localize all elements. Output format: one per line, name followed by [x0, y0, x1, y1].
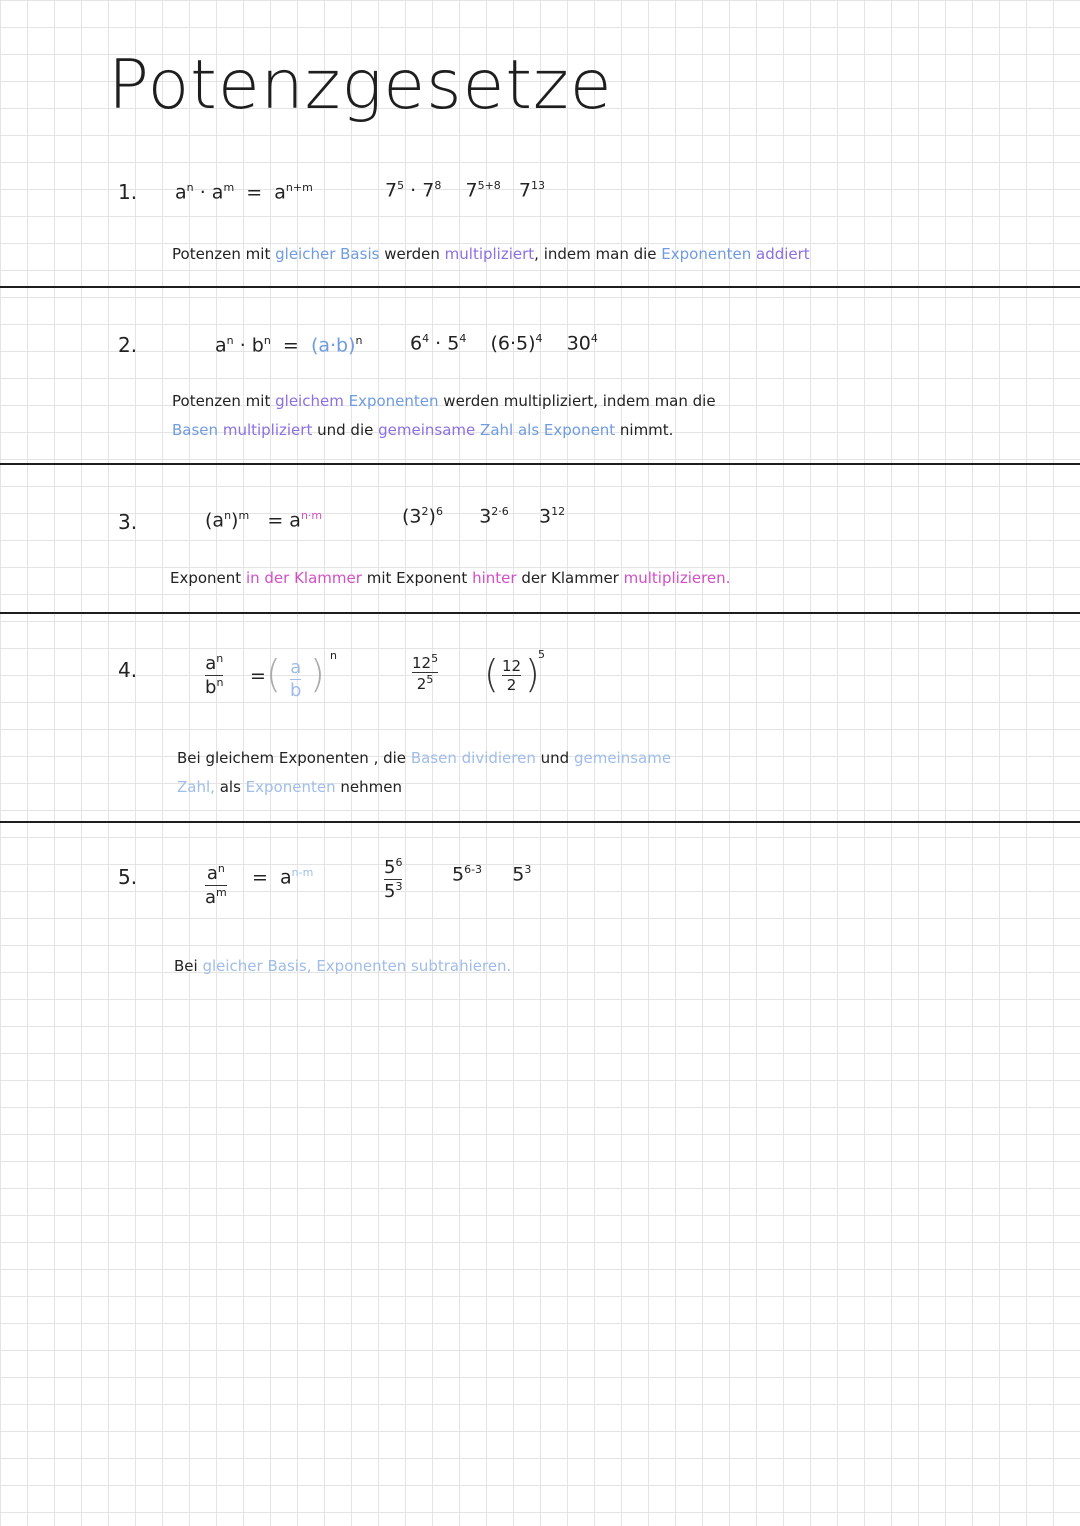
- rule-4-description-line-1: Bei gleichem Exponenten , die Basen dividieren und gemeinsame: [177, 749, 672, 767]
- rule-4-example-inner-fraction: 12 2: [502, 657, 522, 694]
- rule-3-formula: $(a^n)^m$ = $a^{n\cdot m}$: [205, 509, 323, 532]
- rule-4-lhs-fraction: $a^n$ $b^n$: [205, 652, 224, 698]
- rule-4-example-fraction: $12^5$ $2^5$: [412, 652, 439, 693]
- page-title: Potenzgesetze: [108, 46, 613, 125]
- rule-3-example: $(3^2)^6$ $3^{2\cdot 6}$ $3^{12}$: [402, 505, 566, 528]
- rule-number-2: 2.: [118, 333, 138, 357]
- rule-number-5: 5.: [118, 865, 138, 889]
- rule-4-close-paren: ): [310, 652, 325, 696]
- rule-5-lhs-fraction: $a^n$ $a^m$: [205, 862, 227, 908]
- rule-5-rhs: = $a^{n-m}$: [252, 866, 314, 889]
- divider-1: [0, 286, 1080, 288]
- rule-number-1: 1.: [118, 180, 138, 204]
- rule-number-3: 3.: [118, 510, 138, 534]
- rule-2-description-line-1: Potenzen mit gleichem Exponenten werden multipliziert, indem man die: [172, 392, 716, 410]
- rule-4-equals: =: [250, 665, 266, 687]
- rule-1-example: $7^5 \cdot 7^8$ $7^{5+8}$ $7^{13}$: [385, 179, 546, 202]
- rule-1-formula: $a^n \cdot a^m = a^{n+m}$: [175, 181, 313, 204]
- rule-2-example: $6^4 \cdot 5^4$ $(6\cdot 5)^4$ $30^4$: [410, 332, 598, 355]
- rule-2-description-line-2: Basen multipliziert und die gemeinsame Zahl als Exponent nimmt.: [172, 421, 674, 439]
- rule-2-formula: $a^n \cdot b^n = (a\cdot b)^n$: [215, 334, 363, 357]
- rule-3-description: Exponent in der Klammer mit Exponent hinter der Klammer multiplizieren.: [170, 569, 731, 587]
- rule-4-example-close-paren: ): [525, 652, 540, 696]
- rule-1-description: Potenzen mit gleicher Basis werden multipliziert, indem man die Exponenten addiert: [172, 245, 810, 263]
- rule-4-open-paren: (: [266, 652, 281, 696]
- rule-4-outer-exponent: n: [330, 649, 337, 662]
- divider-2: [0, 463, 1080, 465]
- rule-4-example-open-paren: (: [484, 652, 499, 696]
- rule-4-inner-fraction: a b: [290, 657, 302, 701]
- rule-4-example-outer-exponent: 5: [538, 648, 545, 661]
- rule-number-4: 4.: [118, 658, 138, 682]
- rule-5-description: Bei gleicher Basis, Exponenten subtrahieren.: [174, 957, 512, 975]
- divider-4: [0, 821, 1080, 823]
- rule-4-description-line-2: Zahl, als Exponenten nehmen: [177, 778, 402, 796]
- rule-5-example-fraction: $5^6$ $5^3$: [384, 856, 403, 902]
- rule-5-example: 5$^{6-3}$ $5^3$: [452, 863, 532, 886]
- divider-3: [0, 612, 1080, 614]
